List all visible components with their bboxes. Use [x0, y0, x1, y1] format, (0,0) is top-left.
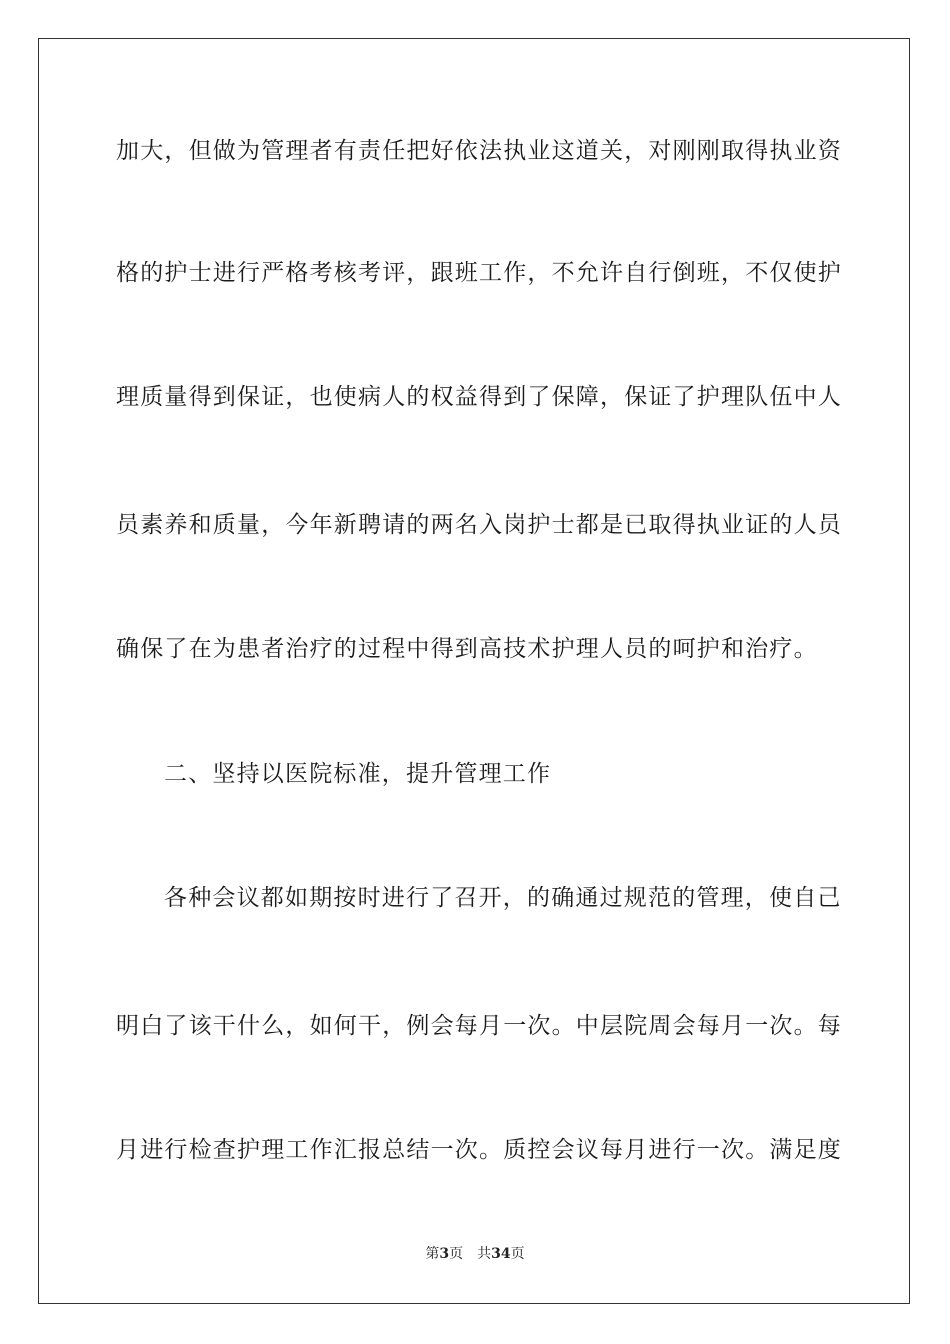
total-pages: 34 — [491, 1246, 511, 1262]
page-border — [38, 38, 910, 1304]
body-text-line: 确保了在为患者治疗的过程中得到高技术护理人员的呵护和治疗。 — [116, 636, 818, 662]
body-text-line: 理质量得到保证，也使病人的权益得到了保障，保证了护理队伍中人 — [116, 384, 842, 410]
body-text-line: 各种会议都如期按时进行了召开，的确通过规范的管理，使自己 — [164, 885, 842, 911]
total-prefix: 共 — [477, 1246, 492, 1262]
total-suffix: 页 — [510, 1246, 525, 1262]
body-text-line: 员素养和质量，今年新聘请的两名入岗护士都是已取得执业证的人员 — [116, 512, 842, 538]
page-suffix: 页 — [449, 1246, 464, 1262]
page-footer — [0, 1245, 950, 1263]
body-text-line: 格的护士进行严格考核考评，跟班工作，不允许自行倒班，不仅使护 — [116, 260, 842, 286]
page-number: 3 — [439, 1246, 450, 1262]
page-prefix: 第 — [425, 1246, 440, 1262]
body-text-line: 明白了该干什么，如何干，例会每月一次。中层院周会每月一次。每 — [116, 1013, 842, 1039]
body-text-line: 加大，但做为管理者有责任把好依法执业这道关，对刚刚取得执业资 — [116, 138, 842, 164]
body-text-line: 月进行检查护理工作汇报总结一次。质控会议每月进行一次。满足度 — [116, 1137, 842, 1163]
section-heading: 二、坚持以医院标准，提升管理工作 — [164, 761, 552, 787]
